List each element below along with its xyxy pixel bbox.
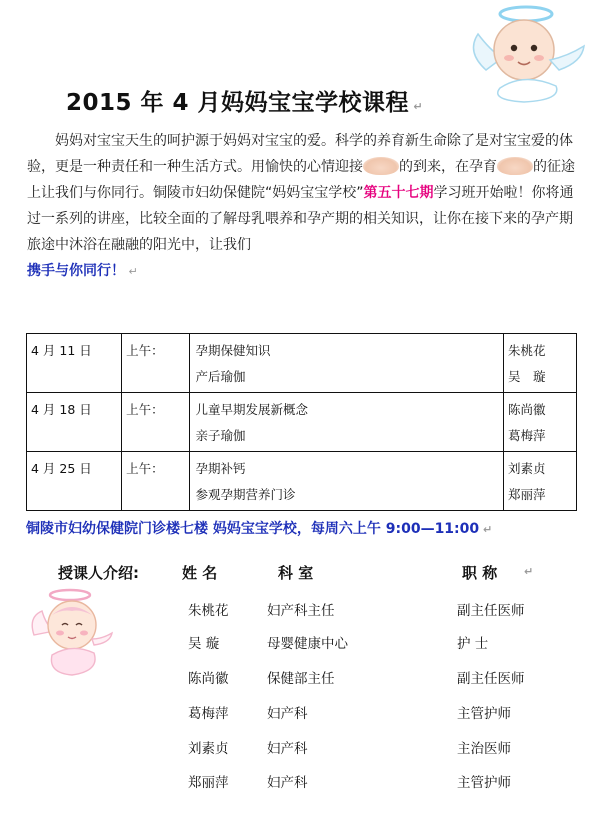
paragraph-mark: ↵: [409, 100, 424, 113]
staff-title: 主管护师: [457, 706, 511, 722]
header-dept: 科 室: [278, 564, 314, 582]
course-name: 孕期补钙: [195, 461, 246, 476]
intro-closing-highlight: 携手与你同行！: [27, 263, 125, 279]
staff-row: [0, 737, 600, 767]
staff-row: [0, 599, 600, 629]
staff-title: 主治医师: [457, 741, 511, 757]
staff-section-label: 授课人介绍:: [58, 564, 139, 582]
date-cell: 4 月 25 日: [31, 461, 92, 476]
header-name: 姓 名: [182, 564, 218, 582]
baby-face-icon: [363, 157, 399, 175]
staff-name: 郑丽萍: [188, 775, 229, 791]
table-row: [27, 334, 577, 393]
staff-name: 陈尚徽: [188, 671, 229, 687]
header-title: 职 称: [462, 564, 498, 582]
staff-name: 葛梅萍: [188, 706, 229, 722]
baby-face-icon: [497, 157, 533, 175]
table-row: [27, 393, 577, 452]
location-info: [26, 518, 492, 538]
course-name: 儿童早期发展新概念: [195, 402, 309, 417]
date-cell: 4 月 11 日: [31, 343, 92, 358]
staff-header-row: [58, 562, 578, 582]
staff-row: [0, 667, 600, 697]
location-text: 铜陵市妇幼保健院门诊楼七楼 妈妈宝宝学校，每周六上午 9:00—11:00: [26, 521, 480, 537]
staff-title: 副主任医师: [457, 603, 525, 619]
staff-title: 护 士: [457, 636, 489, 652]
session-number-highlight: 第五十七期: [363, 185, 434, 201]
intro-text-2: 的到来，在孕育: [399, 159, 497, 175]
time-cell: 上午：: [126, 461, 164, 476]
staff-row: [0, 702, 600, 732]
course-name: 产后瑜伽: [195, 369, 246, 384]
staff-name: 刘素贞: [188, 741, 229, 757]
staff-dept: 保健部主任: [267, 671, 335, 687]
teacher-name: 郑丽萍: [507, 487, 546, 502]
course-name: 亲子瑜伽: [195, 428, 246, 443]
intro-text-1: 妈妈对宝宝天生的呵护源于妈妈对宝宝的爱。科学的养育新生命除了是对宝宝爱的体验，更是一种责任和一种生活方式。用愉快的心情迎接: [27, 133, 573, 175]
course-name: 孕期保健知识: [195, 343, 271, 358]
teacher-name: 吴 璇: [507, 369, 546, 384]
intro-text-3: 的征途上让我们与你同行。铜陵市妇幼保健院“妈妈宝宝学校”: [27, 159, 575, 201]
staff-name: 吴 璇: [188, 636, 220, 652]
course-name: 参观孕期营养门诊: [195, 487, 296, 502]
staff-dept: 母婴健康中心: [267, 636, 348, 652]
staff-dept: 妇产科: [267, 741, 308, 757]
staff-row: [0, 771, 600, 801]
course-schedule-table: [26, 333, 577, 511]
staff-dept: 妇产科: [267, 775, 308, 791]
staff-title: 主管护师: [457, 775, 511, 791]
paragraph-mark: ↵: [125, 265, 138, 278]
staff-dept: 妇产科主任: [267, 603, 335, 619]
staff-row: [0, 632, 600, 662]
teacher-name: 刘素贞: [507, 461, 546, 476]
teacher-name: 朱桃花: [507, 343, 546, 358]
date-cell: 4 月 18 日: [31, 402, 92, 417]
paragraph-mark: ↵: [479, 523, 493, 536]
staff-dept: 妇产科: [267, 706, 308, 722]
staff-title: 副主任医师: [457, 671, 525, 687]
page-title: [66, 84, 506, 117]
staff-name: 朱桃花: [188, 603, 229, 619]
table-row: [27, 452, 577, 511]
teacher-name: 葛梅萍: [507, 428, 546, 443]
time-cell: 上午：: [126, 343, 164, 358]
intro-text-4: 学习班开始啦！你将通过一系列的讲座，比较全面的了解母乳喂养和孕产期的相关知识，让你在接下来的孕产期旅途中沐浴在融融的阳光中，让我们: [27, 185, 574, 253]
title-text: 2015 年 4 月妈妈宝宝学校课程: [66, 90, 410, 116]
paragraph-mark: ↵: [524, 565, 534, 578]
teacher-name: 陈尚徽: [507, 402, 546, 417]
intro-paragraph: [27, 128, 579, 285]
time-cell: 上午：: [126, 402, 164, 417]
